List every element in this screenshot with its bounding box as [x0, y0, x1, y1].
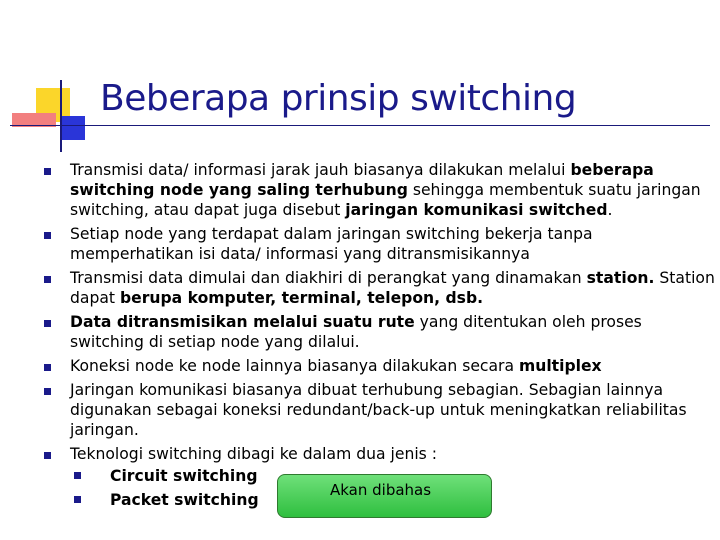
square-bullet-icon [74, 472, 81, 479]
bullet-text [70, 269, 715, 307]
slide-title: Beberapa prinsip switching [100, 78, 577, 119]
bold-text: jaringan komunikasi switched [345, 201, 608, 219]
bullet-item [40, 380, 716, 440]
text-run: yang ditentukan oleh proses switching di setiap node yang dilalui. [70, 313, 642, 351]
sub-bullet-text: Circuit switching [110, 467, 258, 485]
blue-square [61, 116, 85, 140]
bullet-item [40, 268, 716, 308]
square-bullet-icon [44, 388, 51, 395]
bullet-text [70, 381, 687, 439]
bold-text: berupa komputer, terminal, telepon, dsb. [119, 289, 484, 307]
text-run: Koneksi node ke node lainnya biasanya dilakukan secara [70, 357, 519, 375]
bullet-text [70, 357, 602, 375]
vertical-rule [60, 80, 62, 152]
bullet-text [70, 225, 593, 263]
square-bullet-icon [44, 232, 51, 239]
text-run: Teknologi switching dibagi ke dalam dua jenis : [70, 445, 437, 463]
square-bullet-icon [44, 320, 51, 327]
text-run: Jaringan komunikasi biasanya dibuat terhubung sebagian. Sebagian lainnya digunakan sebagai koneksi redundant/back-up untuk meningkatkan reliabilitas jaringan. [70, 381, 687, 439]
horizontal-rule [10, 125, 710, 126]
text-run: Transmisi data dimulai dan diakhiri di perangkat yang dinamakan [70, 269, 587, 287]
bold-text: beberapa switching node yang saling terhubung [70, 161, 654, 199]
square-bullet-icon [44, 364, 51, 371]
text-run: sehingga membentuk suatu jaringan switching, atau dapat juga disebut [70, 181, 701, 219]
bullet-item [40, 160, 716, 220]
text-run: Station dapat [70, 269, 715, 307]
bullet-item [40, 312, 716, 352]
bullet-text [70, 313, 642, 351]
bold-text: Data ditransmisikan melalui suatu rute [70, 313, 415, 331]
text-run: . [607, 201, 613, 219]
square-bullet-icon [74, 496, 81, 503]
callout-text: Akan dibahas [330, 481, 432, 499]
bullet-item [40, 224, 716, 264]
text-run: Transmisi data/ informasi jarak jauh biasanya dilakukan melalui [70, 161, 571, 179]
bold-text: multiplex [518, 357, 602, 375]
bullet-item [40, 356, 716, 376]
bullet-text [70, 161, 701, 219]
bullet-list [40, 160, 716, 516]
sub-bullet-text: Packet switching [110, 491, 259, 509]
bold-text: station. [586, 269, 655, 287]
text-run: Setiap node yang terdapat dalam jaringan switching bekerja tanpa memperhatikan isi data/ informasi yang ditransmisikannya [70, 225, 593, 263]
bullet-text [70, 445, 437, 463]
square-bullet-icon [44, 452, 51, 459]
square-bullet-icon [44, 168, 51, 175]
square-bullet-icon [44, 276, 51, 283]
